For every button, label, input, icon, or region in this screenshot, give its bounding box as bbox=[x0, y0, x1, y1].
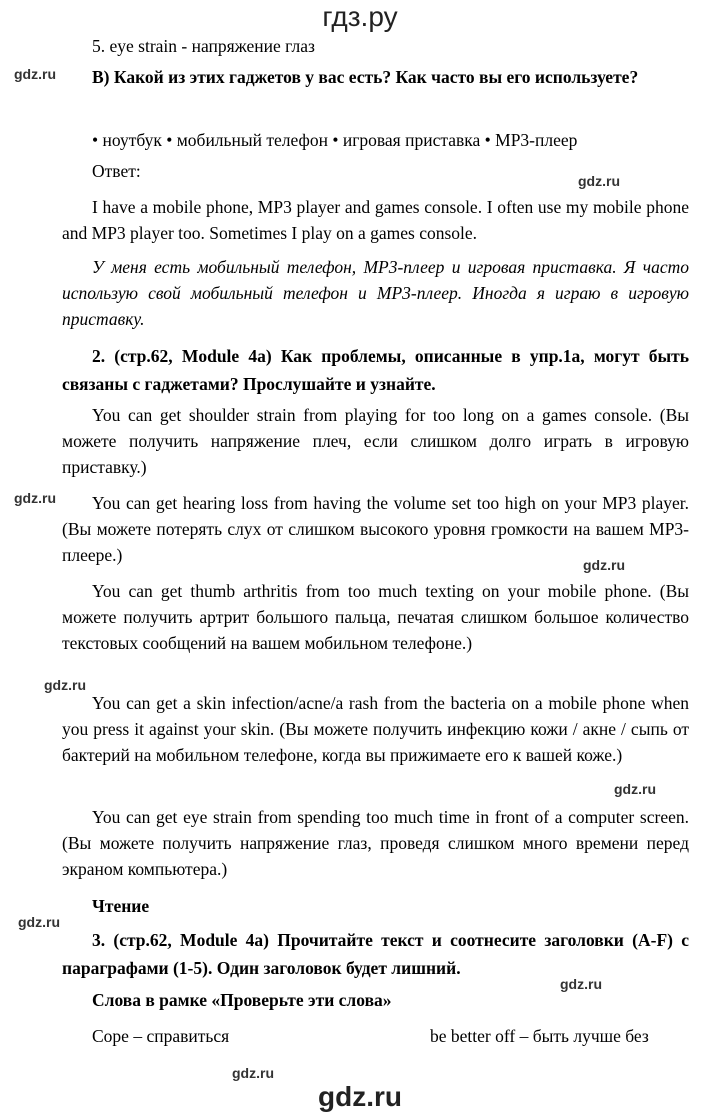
words-box-heading: Слова в рамке «Проверьте эти слова» bbox=[92, 990, 392, 1010]
list-item-eye-strain: 5. eye strain - напряжение глаз bbox=[92, 36, 315, 56]
site-footer: gdz.ru bbox=[318, 1081, 402, 1112]
watermark: gdz.ru bbox=[14, 66, 56, 82]
paragraph-eye-strain: You can get eye strain from spending too much time in front of a computer screen. (Вы можете получить напряжение глаз, проведя слишком много времени перед экраном компьютера.) bbox=[62, 807, 689, 879]
gadgets-list: • ноутбук • мобильный телефон • игровая приставка • MP3-плеер bbox=[92, 130, 578, 150]
task-2-heading: 2. (стр.62, Module 4a) Как проблемы, описанные в упр.1а, могут быть связаны с гаджетами? Прослушайте и узнайте. bbox=[62, 346, 689, 394]
answer-label: Ответ: bbox=[92, 161, 141, 181]
task-3-heading: 3. (стр.62, Module 4a) Прочитайте текст и соотнесите заголовки (A-F) с параграфами (1-5). Один заголовок будет лишний. bbox=[62, 930, 689, 978]
watermark: gdz.ru bbox=[14, 490, 56, 506]
reading-heading: Чтение bbox=[92, 896, 150, 916]
watermark: gdz.ru bbox=[578, 173, 620, 189]
word-cope: Cope – справиться bbox=[92, 1026, 230, 1046]
watermark: gdz.ru bbox=[614, 781, 656, 797]
answer-russian: У меня есть мобильный телефон, MP3-плеер и игровая приставка. Я часто использую свой мобильный телефон и MP3-плеер. Иногда я играю в игровую приставку. bbox=[62, 257, 689, 329]
question-b: B) Какой из этих гаджетов у вас есть? Как часто вы его используете? bbox=[92, 67, 639, 87]
watermark: gdz.ru bbox=[18, 914, 60, 930]
paragraph-thumb-arthritis: You can get thumb arthritis from too much texting on your mobile phone. (Вы можете получить артрит большого пальца, печатая слишком большое количество текстовых сообщений на вашем мобильном телефоне.) bbox=[62, 581, 689, 653]
paragraph-shoulder-strain: You can get shoulder strain from playing for too long on a games console. (Вы можете получить напряжение плеч, если слишком долго играть в игровую приставку.) bbox=[62, 405, 689, 477]
watermark: gdz.ru bbox=[44, 677, 86, 693]
paragraph-skin-infection: You can get a skin infection/acne/a rash from the bacteria on a mobile phone when you press it against your skin. (Вы можете получить инфекцию кожи / акне / сыпь от бактерий на мобильном телефоне, когда вы прижимаете его к вашей коже.) bbox=[62, 693, 689, 765]
watermark: gdz.ru bbox=[560, 976, 602, 992]
site-title: гдз.ру bbox=[322, 1, 398, 32]
watermark: gdz.ru bbox=[583, 557, 625, 573]
paragraph-hearing-loss: You can get hearing loss from having the volume set too high on your MP3 player. (Вы можете потерять слух от слишком высокого уровня громкости на вашем MP3-плеере.) bbox=[62, 493, 689, 565]
answer-english: I have a mobile phone, MP3 player and games console. I often use my mobile phone and MP3 player too. Sometimes I play on a games console. bbox=[62, 197, 689, 243]
watermark: gdz.ru bbox=[232, 1065, 274, 1081]
word-better-off: be better off – быть лучше без bbox=[430, 1026, 649, 1046]
